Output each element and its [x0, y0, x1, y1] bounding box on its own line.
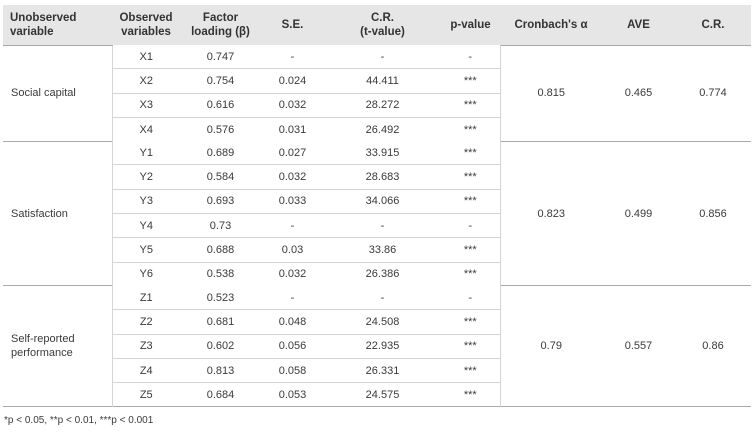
- se-cell: 0.032: [261, 165, 324, 189]
- se-cell: 0.024: [261, 69, 324, 93]
- se-cell: 0.058: [261, 358, 324, 382]
- ave-cell: 0.499: [602, 141, 675, 286]
- composite-reliability-cell: 0.774: [675, 45, 751, 141]
- ave-cell: 0.465: [602, 45, 675, 141]
- t-value-cell: 26.331: [324, 358, 441, 382]
- factor-loading-cell: 0.693: [180, 189, 261, 213]
- p-value-cell: -: [441, 214, 500, 238]
- observed-variable-cell: X1: [112, 45, 180, 69]
- t-value-cell: 24.508: [324, 310, 441, 334]
- header-se: S.E.: [281, 19, 304, 31]
- table-header-row: [3, 5, 751, 45]
- p-value-cell: ***: [441, 383, 500, 407]
- t-value-cell: 33.915: [365, 146, 400, 159]
- observed-variable-cell: Z2: [112, 310, 180, 334]
- composite-reliability-cell: 0.856: [675, 141, 751, 286]
- t-value-cell: 26.386: [324, 262, 441, 286]
- se-cell: 0.032: [261, 93, 324, 117]
- factor-loading-cell: 0.616: [180, 93, 261, 117]
- table-footnote: *p < 0.05, **p < 0.01, ***p < 0.001: [4, 415, 154, 426]
- cronbach-alpha-cell: 0.79: [500, 286, 602, 407]
- t-value-cell: 28.683: [324, 165, 441, 189]
- header-cr-tvalue: C.R. (t-value): [360, 12, 405, 38]
- t-value-cell: 44.411: [324, 69, 441, 93]
- factor-loading-cell: 0.754: [180, 69, 261, 93]
- p-value-cell: -: [441, 286, 500, 310]
- se-cell: 0.027: [278, 146, 307, 159]
- observed-variable-cell: Y5: [112, 238, 180, 262]
- t-value-cell: 22.935: [324, 334, 441, 358]
- observed-variable-cell: Y1: [112, 141, 180, 165]
- factor-loading-cell: 0.576: [180, 117, 261, 141]
- factor-loading-cell: 0.689: [206, 146, 235, 159]
- se-cell: 0.03: [261, 238, 324, 262]
- table-row: [3, 286, 751, 310]
- observed-variable-cell: Y6: [112, 262, 180, 286]
- observed-variable-cell: Z4: [112, 358, 180, 382]
- t-value-cell: -: [380, 291, 385, 304]
- p-value-cell: ***: [441, 69, 500, 93]
- t-value-cell: -: [380, 50, 385, 63]
- factor-loading-cell: 0.523: [206, 291, 235, 304]
- observed-variable-cell: Z1: [112, 286, 180, 310]
- unobserved-variable-cell: Social capital: [3, 45, 112, 141]
- table-body: [3, 45, 751, 407]
- observed-variable-cell: Y3: [112, 189, 180, 213]
- header-unobserved-variable: Unobserved variable: [10, 11, 77, 38]
- p-value-cell: ***: [441, 238, 500, 262]
- table-row: [3, 45, 751, 69]
- observed-variable-cell: X2: [112, 69, 180, 93]
- observed-variable-cell: Y2: [112, 165, 180, 189]
- se-cell: -: [261, 214, 324, 238]
- se-cell: 0.032: [261, 262, 324, 286]
- p-value-cell: -: [441, 45, 500, 69]
- factor-loading-cell: 0.538: [180, 262, 261, 286]
- factor-loading-cell: 0.602: [180, 334, 261, 358]
- t-value-cell: 33.86: [324, 238, 441, 262]
- t-value-cell: 34.066: [324, 189, 441, 213]
- unobserved-variable-cell: Satisfaction: [3, 141, 112, 286]
- cfa-results-table: [3, 5, 751, 407]
- header-observed-variables: Observed variables: [119, 12, 173, 38]
- p-value-cell: ***: [441, 262, 500, 286]
- t-value-cell: 26.492: [324, 117, 441, 141]
- observed-variable-cell: Y4: [112, 214, 180, 238]
- se-cell: 0.048: [261, 310, 324, 334]
- header-p-value: p-value: [450, 19, 491, 31]
- factor-loading-cell: 0.688: [180, 238, 261, 262]
- factor-loading-cell: 0.747: [206, 50, 235, 63]
- p-value-cell: ***: [441, 165, 500, 189]
- factor-loading-cell: 0.73: [180, 214, 261, 238]
- header-cr: C.R.: [701, 18, 725, 31]
- ave-cell: 0.557: [602, 286, 675, 407]
- observed-variable-cell: Z3: [112, 334, 180, 358]
- p-value-cell: ***: [441, 141, 500, 165]
- se-cell: -: [290, 291, 295, 304]
- header-cronbach-alpha: Cronbach's α: [514, 18, 588, 31]
- p-value-cell: ***: [441, 93, 500, 117]
- se-cell: 0.033: [261, 189, 324, 213]
- observed-variable-cell: X3: [112, 93, 180, 117]
- p-value-cell: ***: [441, 310, 500, 334]
- se-cell: 0.053: [261, 383, 324, 407]
- cronbach-alpha-cell: 0.815: [500, 45, 602, 141]
- factor-loading-cell: 0.681: [180, 310, 261, 334]
- cronbach-alpha-cell: 0.823: [500, 141, 602, 286]
- p-value-cell: ***: [441, 189, 500, 213]
- se-cell: 0.031: [261, 117, 324, 141]
- p-value-cell: ***: [441, 334, 500, 358]
- factor-loading-cell: 0.584: [180, 165, 261, 189]
- factor-loading-cell: 0.684: [180, 383, 261, 407]
- observed-variable-cell: Z5: [112, 383, 180, 407]
- t-value-cell: 24.575: [324, 383, 441, 407]
- p-value-cell: ***: [441, 117, 500, 141]
- factor-loading-cell: 0.813: [180, 358, 261, 382]
- t-value-cell: -: [324, 214, 441, 238]
- observed-variable-cell: X4: [112, 117, 180, 141]
- unobserved-variable-cell: Self-reported performance: [3, 286, 112, 407]
- se-cell: -: [290, 50, 295, 63]
- composite-reliability-cell: 0.86: [675, 286, 751, 407]
- header-factor-loading: Factor loading (β): [191, 12, 250, 38]
- t-value-cell: 28.272: [324, 93, 441, 117]
- header-ave: AVE: [627, 18, 650, 31]
- se-cell: 0.056: [261, 334, 324, 358]
- table-row: [3, 141, 751, 165]
- p-value-cell: ***: [441, 358, 500, 382]
